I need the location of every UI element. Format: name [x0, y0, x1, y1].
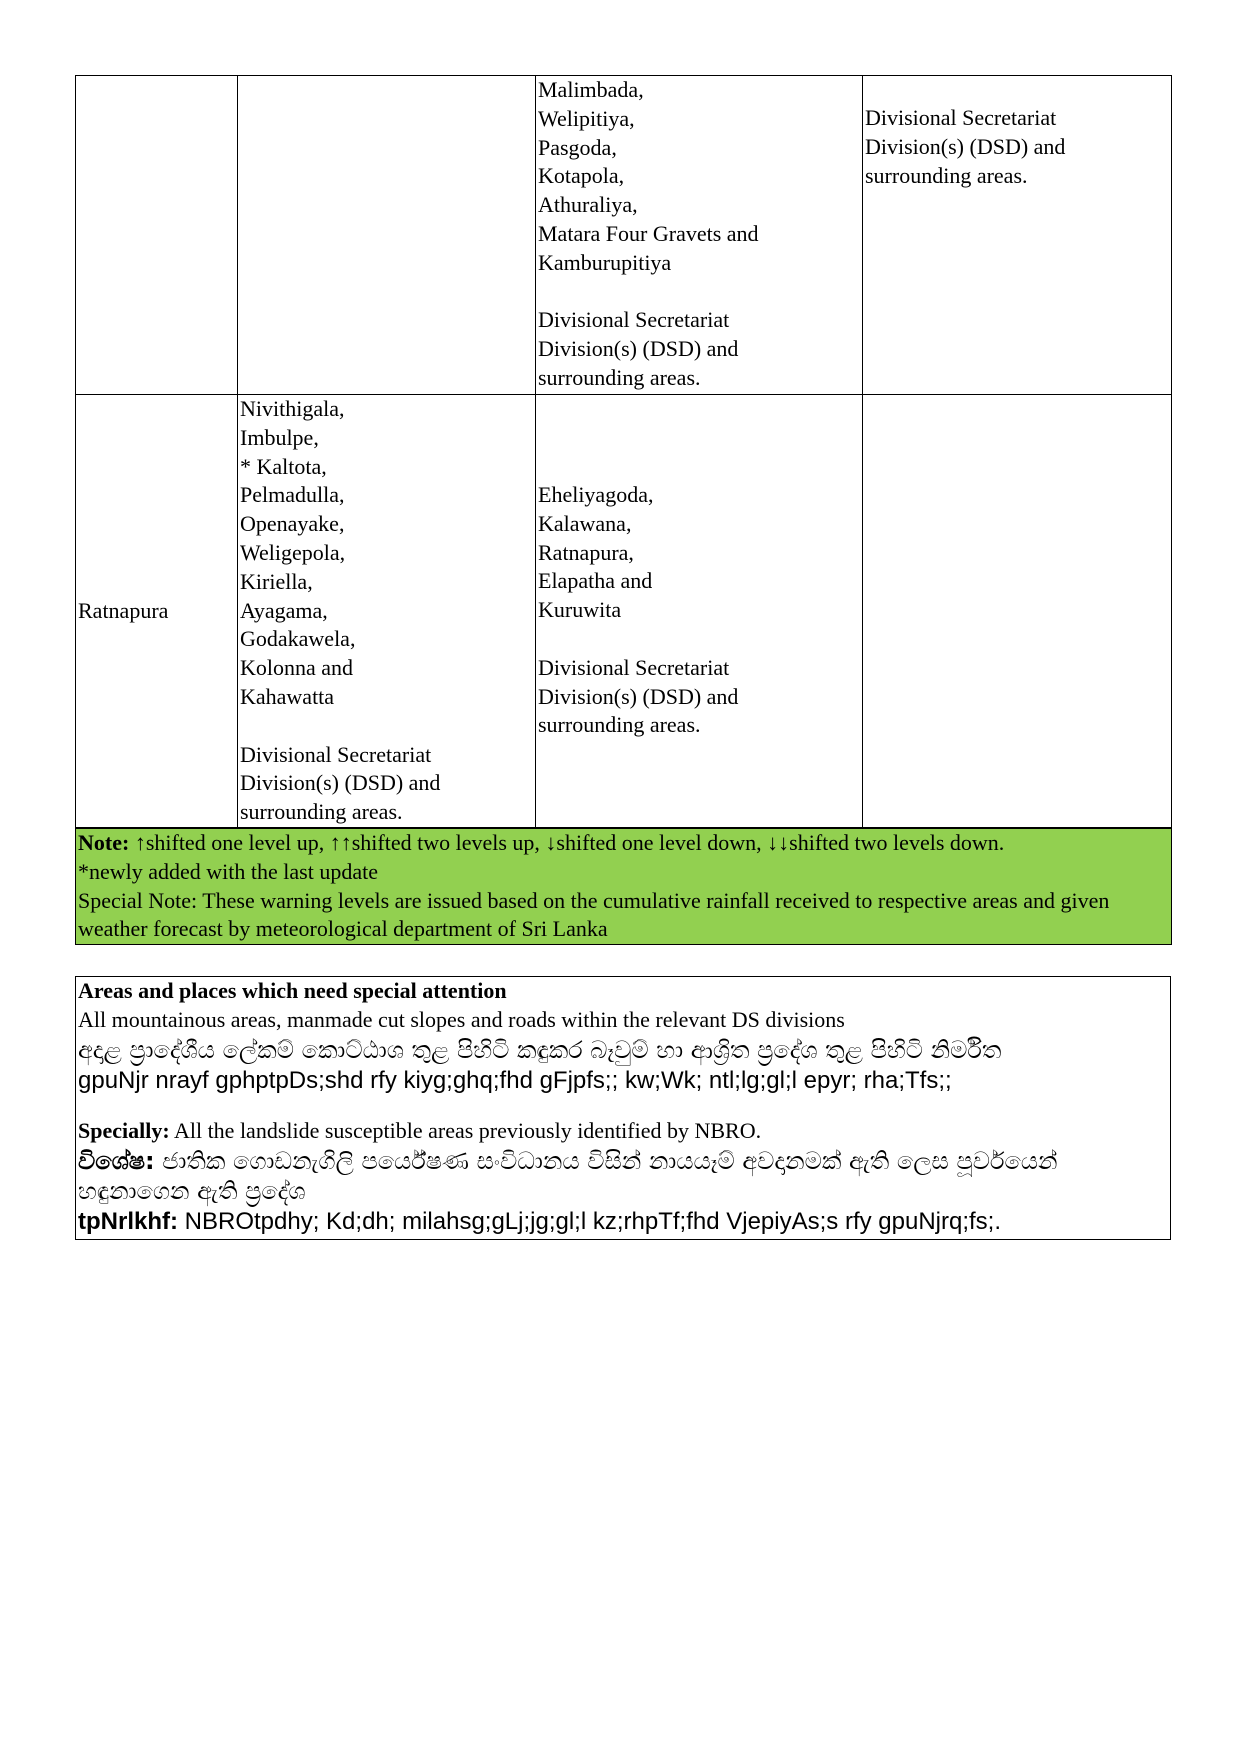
specially-tamil-line	[78, 1206, 1168, 1238]
dsd-note: Divisional Secretariat	[538, 654, 730, 680]
yellow-level-cell	[863, 76, 1172, 395]
document-page	[75, 75, 1171, 1240]
warning-table	[75, 75, 1172, 945]
ds-division-name: * Kaltota,	[240, 453, 327, 479]
specially-line	[78, 1117, 1168, 1146]
ds-division-name: Kolonna and	[240, 655, 354, 681]
dsd-note: Divisional Secretariat	[538, 307, 730, 333]
dsd-note: Divisional Secretariat	[240, 741, 432, 767]
ds-division-name: Malimbada,	[538, 77, 644, 102]
ds-division-name: Matara Four Gravets and	[538, 220, 759, 246]
ds-division-name: Kalawana,	[538, 510, 632, 536]
dsd-note: Divisional Secretariat	[865, 105, 1057, 130]
dsd-note: surrounding areas.	[538, 364, 701, 390]
attention-sinhala-text: අදාළ ප්‍රාදේශීය ලේකම් කොට්ඨාශ තුළ පිහිටි කඳුකර බෑවුම් හා ආශ්‍රිත ප්‍රදේශ තුළ පිහිටි නිර්මිත	[78, 1035, 1002, 1064]
ds-division-name: Kuruwita	[538, 597, 622, 623]
attention-tamil-text: gpuNjr nrayf gphptpDs;shd rfy kiyg;ghq;fhd gFjpfs;; kw;Wk; ntl;lg;gl;l epyr; rha;Tfs;;	[78, 1066, 952, 1094]
ds-division-name: Kotapola,	[538, 163, 625, 189]
table-row-continued	[76, 76, 1172, 395]
ds-division-name: Kamburupitiya	[538, 249, 672, 275]
ds-division-name: Ratnapura,	[538, 539, 634, 565]
district-cell	[76, 395, 238, 828]
dsd-note: Division(s) (DSD) and	[538, 336, 739, 362]
amber-level-cell	[536, 395, 863, 828]
attention-english-text: All mountainous areas, manmade cut slopes and roads within the relevant DS divisions	[78, 1006, 845, 1032]
sinhala-label: විශේෂ:	[78, 1146, 155, 1175]
ds-division-name: Elapatha and	[538, 568, 653, 594]
red-level-cell	[238, 395, 536, 828]
special-note: Special Note: These warning levels are issued based on the cumulative rainfall received to respective areas and given weather forecast by meteorological department of Sri Lanka	[78, 887, 1110, 942]
ds-division-name: Openayake,	[240, 511, 345, 537]
ds-division-name: Welipitiya,	[538, 105, 635, 131]
tamil-text: NBROtpdhy; Kd;dh; milahsg;gLj;jg;gl;l kz;rhpTf;fhd VjepiyAs;s rfy gpuNjrq;fs;.	[177, 1207, 1001, 1235]
note-text: ↑shifted one level up, ↑↑shifted two levels up, ↓shifted one level down, ↓↓shifted two levels down.	[129, 829, 1005, 855]
ds-division-name: Pasgoda,	[538, 134, 617, 160]
dsd-note: surrounding areas.	[865, 162, 1028, 188]
note-label: Note:	[78, 829, 130, 855]
specially-label: Specially:	[78, 1117, 170, 1143]
specially-sinhala-line	[78, 1146, 1168, 1206]
table-row-ratnapura	[76, 395, 1172, 828]
red-level-cell	[238, 76, 536, 395]
amber-level-cell	[536, 76, 863, 395]
ds-division-name: Athuraliya,	[538, 192, 638, 218]
note-cell	[76, 828, 1172, 945]
specially-text: All the landslide susceptible areas previously identified by NBRO.	[169, 1117, 762, 1143]
dsd-note: surrounding areas.	[240, 799, 403, 825]
yellow-level-cell	[863, 395, 1172, 828]
tamil-label: tpNrlkhf:	[78, 1207, 178, 1235]
ds-division-name: Imbulpe,	[240, 424, 319, 450]
dsd-note: Division(s) (DSD) and	[240, 770, 441, 796]
dsd-note: Division(s) (DSD) and	[538, 683, 739, 709]
district-name: Ratnapura	[78, 597, 169, 623]
ds-division-name: Kiriella,	[240, 568, 313, 594]
ds-division-name: Pelmadulla,	[240, 482, 345, 508]
ds-division-name: Eheliyagoda,	[538, 482, 654, 507]
district-cell	[76, 76, 238, 395]
sinhala-text: ජාතික ගොඩනැගිලි පර්යේෂණ සංවිධානය විසින් නායයෑම් අවදානමක් ඇති ලෙස පූර්වයෙන් හඳුනාගෙන ඇති ප්‍රදේශ	[78, 1146, 1058, 1205]
ds-division-name: Kahawatta	[240, 683, 335, 709]
newly-added-note: *newly added with the last update	[78, 858, 378, 884]
dsd-note: Division(s) (DSD) and	[865, 133, 1066, 159]
note-legend	[78, 829, 1169, 858]
special-attention-box	[75, 976, 1171, 1239]
ds-division-name: Nivithigala,	[240, 396, 345, 421]
attention-heading: Areas and places which need special attention	[78, 978, 507, 1004]
ds-division-name: Ayagama,	[240, 597, 328, 623]
note-row	[76, 828, 1172, 945]
ds-division-name: Weligepola,	[240, 539, 346, 565]
ds-division-name: Godakawela,	[240, 626, 356, 652]
dsd-note: surrounding areas.	[538, 712, 701, 738]
